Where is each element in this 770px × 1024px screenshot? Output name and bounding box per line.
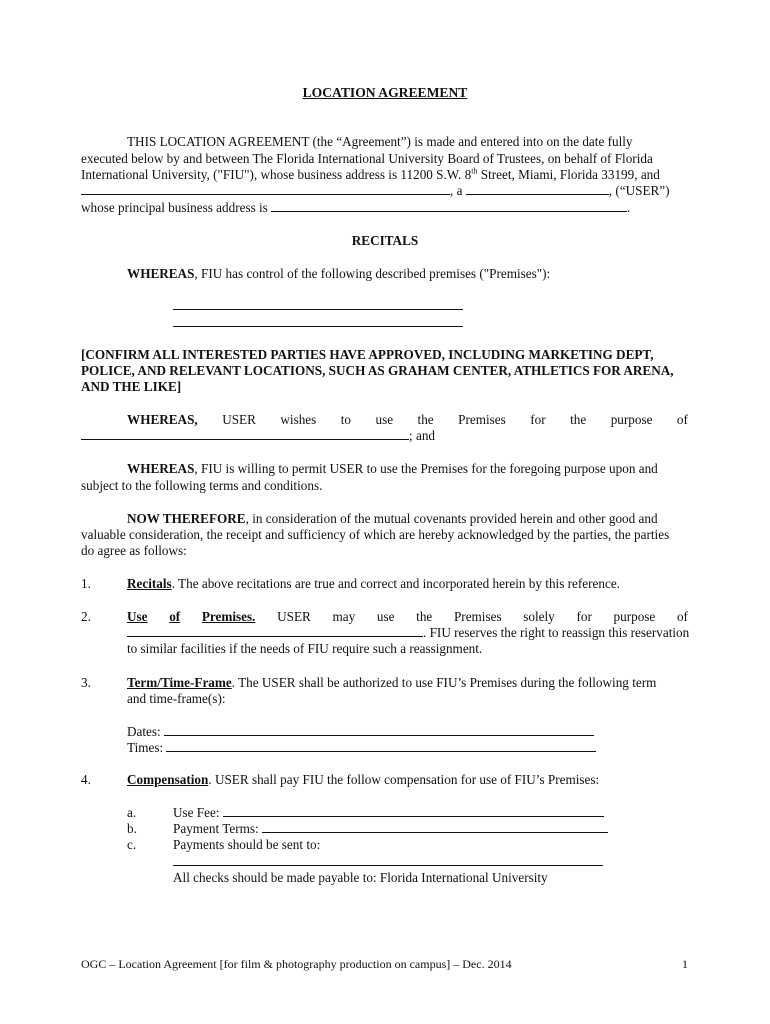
dates-label: Dates: <box>127 724 161 739</box>
whereas-permit-line-2: subject to the following terms and conditions. <box>81 478 323 493</box>
recitals-heading: RECITALS <box>351 233 419 248</box>
whereas-premises <box>127 265 550 282</box>
item-3-line-1 <box>127 674 656 691</box>
whereas-purpose-line-2 <box>81 427 435 444</box>
item-1-heading: Recitals <box>127 576 172 591</box>
now-therefore-text: , in consideration of the mutual covenants provided herein and other good and <box>245 511 658 526</box>
notice-line-3: AND THE LIKE] <box>81 379 182 394</box>
purpose-word-4: use <box>375 412 394 427</box>
times-field[interactable] <box>166 739 596 752</box>
now-therefore-line-1 <box>127 510 658 527</box>
page-number: 1 <box>682 957 688 971</box>
item-2-word-8: of <box>676 609 688 624</box>
notice-line-1: [CONFIRM ALL INTERESTED PARTIES HAVE APPROVED, INCLUDING MARKETING DEPT, <box>81 347 654 362</box>
sub-a-letter: a. <box>127 805 137 820</box>
whereas-permit-line-1 <box>127 460 658 477</box>
purpose-word-10: of <box>676 412 688 427</box>
payment-terms-label: Payment Terms: <box>173 821 259 836</box>
intro-text-5-end: . <box>627 200 631 215</box>
item-2-line-3: to similar facilities if the needs of FIU require such a reassignment. <box>127 641 483 656</box>
sub-c-letter: c. <box>127 837 137 852</box>
item-2-word-5: solely <box>523 609 555 624</box>
purpose-word-3: to <box>340 412 352 427</box>
times-line <box>127 739 596 756</box>
intro-text-3b: Street, Miami, Florida 33199, and <box>477 167 660 182</box>
intro-line-2: executed below by and between The Florida International University Board of Trustees, on behalf of Florida <box>81 151 653 166</box>
party-name-field[interactable] <box>81 182 450 195</box>
purpose-word-6: Premises <box>458 412 506 427</box>
item-2-number: 2. <box>81 609 91 624</box>
now-therefore-line-3: do agree as follows: <box>81 543 187 558</box>
purpose-word-9: purpose <box>610 412 653 427</box>
item-2-word-7: purpose <box>613 609 656 624</box>
item-4-body: . USER shall pay FIU the follow compensation for use of FIU’s Premises: <box>208 772 600 787</box>
item-2-heading-2-text: Premises <box>201 609 253 624</box>
item-4-number: 4. <box>81 772 91 787</box>
item-1-body: . The above recitations are true and correct and incorporated herein by this reference. <box>171 576 620 591</box>
times-label: Times: <box>127 740 164 755</box>
item-4-line-1 <box>127 771 599 788</box>
whereas-premises-text: , FIU has control of the following described premises ("Premises"): <box>194 266 551 281</box>
sub-a-line <box>173 804 604 821</box>
use-fee-label: Use Fee: <box>173 805 220 820</box>
item-2-word-2: use <box>376 609 395 624</box>
purpose-word-2: wishes <box>280 412 317 427</box>
purpose-word-1: USER <box>222 412 256 427</box>
intro-text-5: whose principal business address is <box>81 200 268 215</box>
item-2-heading-1: of <box>169 609 181 624</box>
intro-text-3a: International University, ("FIU"), whose business address is 11200 S.W. 8 <box>81 167 472 182</box>
item-1-number: 1. <box>81 576 91 591</box>
premises-field-1[interactable] <box>173 309 463 310</box>
intro-line-4 <box>81 182 670 199</box>
item-2-line-2-text: . FIU reserves the right to reassign this reservation <box>423 625 690 640</box>
dates-line <box>127 723 594 740</box>
business-address-field[interactable] <box>271 199 627 212</box>
intro-line-5 <box>81 199 630 216</box>
document-title: LOCATION AGREEMENT <box>302 85 468 100</box>
whereas-permit-label: WHEREAS <box>127 461 195 476</box>
purpose-word-7: for <box>530 412 546 427</box>
whereas-purpose-line <box>127 411 688 428</box>
ordinal-suffix: th <box>471 166 478 176</box>
item-3-body: . The USER shall be authorized to use FIU’s Premises during the following term <box>231 675 657 690</box>
payment-terms-field[interactable] <box>262 820 608 833</box>
intro-text-4b: , (“USER”) <box>608 183 670 198</box>
premises-field-2[interactable] <box>173 326 463 327</box>
intro-text-4a: , a <box>450 183 463 198</box>
use-fee-field[interactable] <box>223 804 604 817</box>
item-2-word-0: USER <box>277 609 311 624</box>
sub-b-letter: b. <box>127 821 137 836</box>
purpose-end: ; and <box>409 428 436 443</box>
intro-line-3 <box>81 166 660 183</box>
now-therefore-label: NOW THEREFORE <box>127 511 246 526</box>
party-type-field[interactable] <box>466 182 609 195</box>
item-2-heading-2: Premises. <box>201 609 256 624</box>
item-2-word-4: Premises <box>453 609 502 624</box>
item-2-word-3: the <box>416 609 433 624</box>
item-2-word-6: for <box>576 609 592 624</box>
use-purpose-field[interactable] <box>127 624 423 637</box>
item-4-heading: Compensation <box>127 772 209 787</box>
item-2-line-1 <box>127 608 688 625</box>
item-1-text <box>127 575 620 592</box>
item-3-heading: Term/Time-Frame <box>127 675 232 690</box>
purpose-word-0: WHEREAS, <box>127 412 198 427</box>
sub-c-label: Payments should be sent to: <box>173 837 321 852</box>
item-2-heading-0: Use <box>127 609 148 624</box>
purpose-field[interactable] <box>81 427 409 440</box>
item-3-number: 3. <box>81 675 91 690</box>
purpose-word-5: the <box>417 412 434 427</box>
intro-text-1: THIS LOCATION AGREEMENT (the “Agreement”) is made and entered into on the date fully <box>127 134 633 149</box>
whereas-permit-text: , FIU is willing to permit USER to use the Premises for the foregoing purpose upon and <box>194 461 658 476</box>
checks-payable-line: All checks should be made payable to: Florida International University <box>173 870 548 885</box>
payment-address-field[interactable] <box>173 865 603 866</box>
sub-b-line <box>173 820 608 837</box>
item-2-word-1: may <box>332 609 356 624</box>
footer-text: OGC – Location Agreement [for film & photography production on campus] – Dec. 2014 <box>81 957 512 971</box>
notice-line-2: POLICE, AND RELEVANT LOCATIONS, SUCH AS GRAHAM CENTER, ATHLETICS FOR ARENA, <box>81 363 674 378</box>
intro-line-1 <box>127 133 688 150</box>
item-2-line-2 <box>127 624 689 641</box>
whereas-label: WHEREAS <box>127 266 195 281</box>
dates-field[interactable] <box>164 723 594 736</box>
now-therefore-line-2: valuable consideration, the receipt and sufficiency of which are hereby acknowledged by the parties, the parties <box>81 527 670 542</box>
item-3-line-2: and time-frame(s): <box>127 691 226 706</box>
purpose-word-8: the <box>570 412 587 427</box>
